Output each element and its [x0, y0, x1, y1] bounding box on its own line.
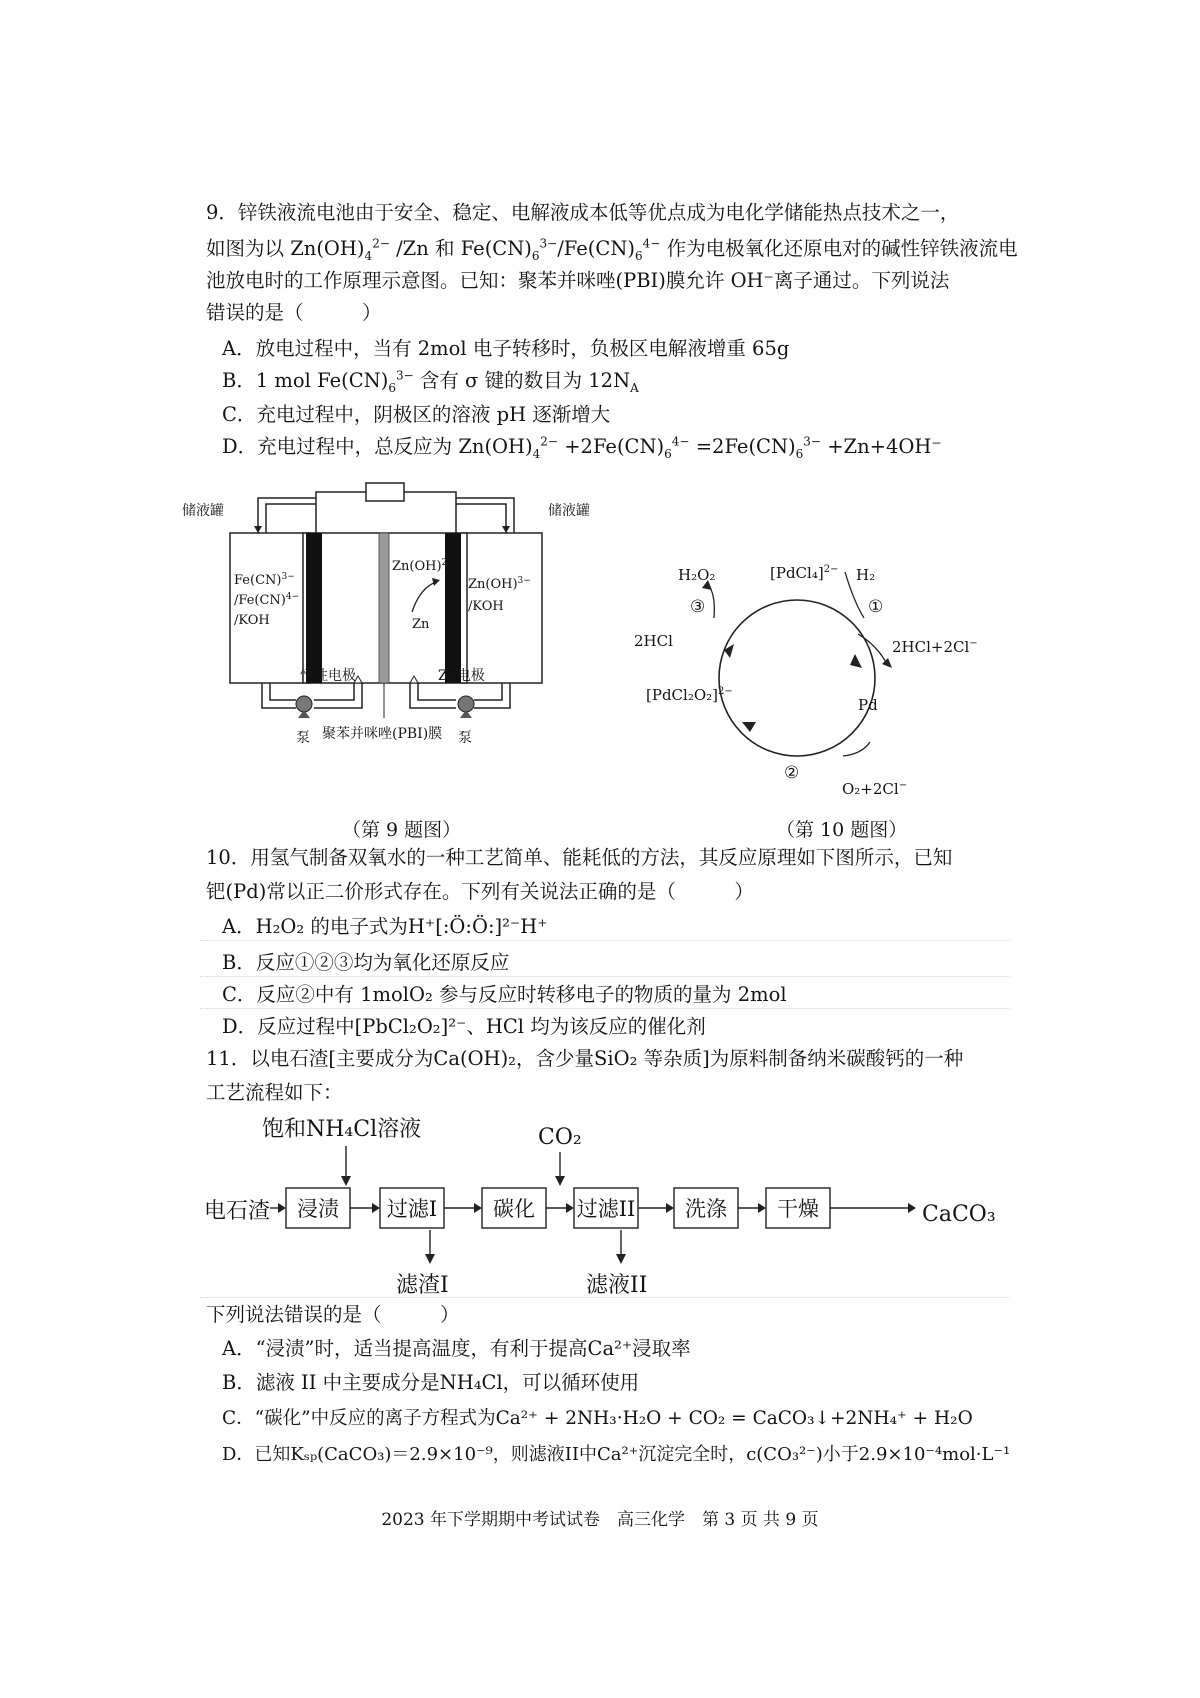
- right-solution-line1: Zn(OH)$^{3-}$: [468, 576, 531, 592]
- q11-stem-line3: 下列说法错误的是（ ）: [206, 1303, 460, 1326]
- q11-stem-line2: 工艺流程如下：: [206, 1081, 343, 1104]
- flow-start: 电石渣: [204, 1199, 271, 1224]
- right-pump-icon: [458, 696, 474, 712]
- q9-option-c: C．充电过程中，阴极区的溶液 pH 逐渐增大: [222, 403, 611, 426]
- step-3-label: ③: [690, 597, 706, 617]
- figure-10-caption: （第 10 题图）: [776, 819, 908, 841]
- left-storage-tank: [230, 533, 310, 683]
- inert-electrode: [306, 533, 322, 683]
- reagent-2-label: O₂+2Cl−: [842, 780, 908, 798]
- flow-end-product: CaCO₃: [922, 1202, 996, 1227]
- load-resistor: [366, 483, 404, 501]
- q9-stem-line1: 9．锌铁液流电池由于安全、稳定、电解液成本低等优点成为电化学储能热点技术之一，: [206, 201, 960, 224]
- q10-stem-line1: 10．用氢气制备双氧水的一种工艺简单、能耗低的方法，其反应原理如下图所示，已知: [206, 846, 953, 869]
- q9-stem-line4: 错误的是（ ）: [206, 301, 382, 324]
- figure-9-caption: （第 9 题图）: [342, 819, 462, 841]
- step-1-label: ①: [868, 597, 884, 617]
- q10-stem-line2: 钯(Pd)常以正二价形式存在。下列有关说法正确的是（ ）: [206, 880, 754, 903]
- right-tank-label: 储液罐: [548, 503, 590, 519]
- right-pump-label: 泵: [458, 730, 472, 746]
- q9-stem-line2: 如图为以 $Zn(OH)_4^{2-}$ /Zn 和 $Fe(CN)_6^{3-}/Fe(CN)_6^{4-}$ 作为电极氧化还原电对的碱性锌铁液流电: [206, 236, 1018, 263]
- figure-10-catalytic-cycle: [630, 550, 1010, 800]
- flow-step-label: 浸渍: [297, 1197, 339, 1221]
- q11-process-flowchart: [200, 1108, 1020, 1298]
- right-solution-line2: /KOH: [468, 599, 504, 614]
- products-1-label: 2HCl+2Cl−: [892, 638, 978, 656]
- zn-electrode-label: Zn电极: [438, 668, 485, 684]
- zn-electrode: [445, 533, 461, 683]
- inert-electrode-label: 惰性电极: [300, 668, 356, 684]
- h2o2-label: H₂O₂: [678, 566, 716, 584]
- pdcl4-label: [PdCl₄]$^{2-}$: [770, 564, 839, 582]
- q10-option-a: A．H₂O₂ 的电子式为H⁺[:Ö:Ö:]²⁻H⁺: [222, 915, 548, 938]
- flow-filtrate: 滤液II: [586, 1273, 648, 1298]
- pbi-membrane: [379, 533, 389, 683]
- q10-option-d: D．反应过程中[PbCl₂O₂]²⁻、HCl 均为该反应的催化剂: [222, 1015, 706, 1038]
- q11-option-c: C．“碳化”中反应的离子方程式为Ca²⁺ + 2NH₃·H₂O + CO₂ = CaCO₃↓+2NH₄⁺ + H₂O: [222, 1408, 973, 1429]
- pd-label: Pd: [858, 696, 878, 714]
- left-pump-label: 泵: [296, 730, 310, 746]
- left-pump-icon: [296, 696, 312, 712]
- left-solution-line2: /Fe(CN)$^{4-}$: [234, 592, 300, 608]
- flow-step-label: 洗涤: [685, 1197, 727, 1221]
- flow-input-co2: CO₂: [538, 1125, 582, 1150]
- step-2-label: ②: [784, 763, 800, 783]
- flow-step-label: 干燥: [777, 1197, 819, 1221]
- left-tank-label: 储液罐: [182, 503, 224, 519]
- left-solution-line1: Fe(CN)$^{3-}$: [234, 572, 295, 588]
- q9-option-d: D．充电过程中，总反应为 $Zn(OH)_4^{2-} +2Fe(CN)_6^{4-} =2Fe(CN)_6^{3-} +Zn+4OH^-$: [222, 434, 942, 461]
- flow-input-nh4cl: 饱和NH₄Cl溶液: [262, 1117, 422, 1142]
- q11-option-a: A．“浸渍”时，适当提高温度，有利于提高Ca²⁺浸取率: [222, 1337, 691, 1360]
- q11-stem-line1: 11．以电石渣[主要成分为Ca(OH)₂，含少量SiO₂ 等杂质]为原料制备纳米碳酸钙的一种: [206, 1047, 964, 1070]
- flow-step-label: 过滤II: [576, 1197, 636, 1221]
- q11-option-b: B．滤液 II 中主要成分是NH₄Cl，可以循环使用: [222, 1371, 640, 1394]
- q9-stem-line3: 池放电时的工作原理示意图。已知：聚苯并咪唑(PBI)膜允许 OH⁻离子通过。下列说法: [206, 269, 950, 292]
- h2-label: H₂: [856, 566, 876, 584]
- left-solution-line3: /KOH: [234, 613, 270, 628]
- flow-step-label: 过滤I: [386, 1197, 438, 1221]
- zn-label: Zn: [412, 617, 430, 632]
- flow-residue: 滤渣I: [396, 1273, 449, 1298]
- q10-option-b: B．反应①②③均为氧化还原反应: [222, 951, 510, 974]
- hcl-label: 2HCl: [634, 632, 673, 650]
- cycle-ring: [719, 600, 875, 756]
- q11-option-d: D．已知Kₛₚ(CaCO₃)＝2.9×10⁻⁹，则滤液II中Ca²⁺沉淀完全时，c(CO₃²⁻)小于2.9×10⁻⁴mol·L⁻¹: [222, 1444, 1011, 1465]
- figure-9-battery-diagram: [180, 470, 620, 800]
- page-footer: 2023 年下学期期中考试试卷 高三化学 第 3 页 共 9 页: [381, 1510, 819, 1530]
- pdcl2o2-label: [PdCl₂O₂]$^{2-}$: [646, 686, 733, 704]
- q9-option-b: B．1 mol $Fe(CN)_6^{3-}$ 含有 σ 键的数目为 $12N_A$: [222, 368, 639, 395]
- q9-option-a: A．放电过程中，当有 2mol 电子转移时，负极区电解液增重 65g: [222, 337, 790, 360]
- q10-option-c: C．反应②中有 1molO₂ 参与反应时转移电子的物质的量为 2mol: [222, 983, 787, 1006]
- flow-step-label: 碳化: [493, 1197, 535, 1221]
- membrane-label: 聚苯并咪唑(PBI)膜: [322, 726, 443, 742]
- inner-zincate-label: Zn(OH)$^{2-}$: [392, 558, 455, 574]
